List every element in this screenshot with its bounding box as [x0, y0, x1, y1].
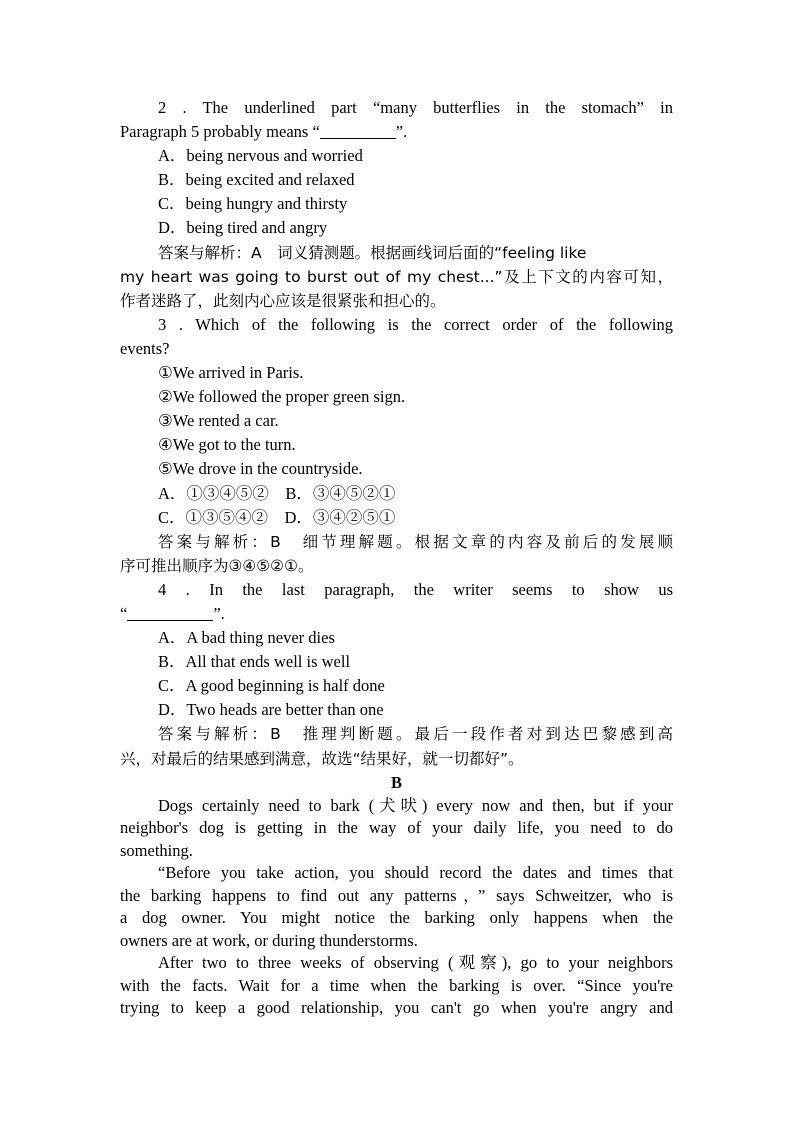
passage-line: After two to three weeks of observing (观察), go to your neighbors — [158, 953, 673, 973]
answer-explanation: 答案与解析：B 推理判断题。最后一段作者对到达巴黎感到高 — [158, 725, 673, 744]
section-b — [120, 771, 673, 1020]
question-3 — [120, 313, 673, 578]
question-4 — [120, 578, 673, 771]
answer-explanation: 答案与解析：B 细节理解题。根据文章的内容及前后的发展顺 — [158, 532, 673, 551]
event-item: ⑤We drove in the countryside. — [158, 459, 363, 479]
passage-line: with the facts. Wait for a time when the barking is over. “Since you're — [120, 975, 673, 995]
passage-line: a dog owner. You might notice the barking only happens when the — [120, 908, 673, 928]
passage-line: the barking happens to find out any patterns，” says Schweitzer, who is — [120, 885, 673, 905]
option-a: A．A bad thing never dies — [158, 628, 335, 648]
passage-line: neighbor's dog is getting in the way of your daily life, you need to do — [120, 818, 673, 838]
passage-line: “Before you take action, you should record the dates and times that — [158, 863, 673, 883]
option-a: A．being nervous and worried — [158, 146, 363, 166]
passage-line: owners are at work, or during thunderstorms. — [120, 930, 418, 950]
section-heading: B — [390, 772, 402, 792]
passage-line: trying to keep a good relationship, you can't go when you're angry and — [120, 998, 673, 1018]
question-stem: 4 . In the last paragraph, the writer seems to show us — [158, 579, 673, 599]
option-c: C．A good beginning is half done — [158, 676, 385, 696]
options-row: C．①③⑤④② D．③④②⑤① — [158, 507, 396, 527]
option-d: D．being tired and angry — [158, 218, 328, 238]
question-stem: 3 . Which of the following is the correct order of the following — [158, 314, 673, 334]
option-d: D．Two heads are better than one — [158, 700, 384, 720]
question-stem: 2 . The underlined part “many butterflies in the stomach” in — [158, 98, 673, 117]
event-item: ②We followed the proper green sign. — [158, 387, 406, 407]
options-row: A．①③④⑤② B．③④⑤②① — [158, 483, 396, 503]
passage-line: Dogs certainly need to bark (犬吠) every now and then, but if your — [158, 795, 673, 815]
answer-explanation: 兴，对最后的结果感到满意，故选“结果好，就一切都好”。 — [120, 749, 524, 768]
question-2 — [120, 96, 673, 313]
question-stem-cont: “ ”. — [120, 603, 225, 623]
answer-explanation: 作者迷路了，此刻内心应该是很紧张和担心的。 — [120, 291, 446, 310]
passage-line: something. — [120, 840, 193, 860]
option-b: B．All that ends well is well — [158, 652, 351, 672]
answer-explanation: 答案与解析：A 词义猜测题。根据画线词后面的“feeling like — [158, 243, 587, 262]
event-item: ④We got to the turn. — [158, 435, 296, 455]
event-item: ③We rented a car. — [158, 411, 279, 431]
answer-blank — [127, 604, 213, 621]
answer-blank — [320, 122, 396, 139]
passage-paragraph-2 — [120, 862, 673, 952]
answer-explanation: 序可推出顺序为③④⑤②①。 — [120, 556, 314, 575]
option-b: B．being excited and relaxed — [158, 170, 355, 190]
passage-paragraph-3 — [120, 952, 673, 1020]
answer-explanation: my heart was going to burst out of my chest...”及上下文的内容可知， — [120, 267, 673, 286]
passage-paragraph-1 — [120, 795, 673, 863]
document-page — [120, 96, 673, 1020]
option-c: C．being hungry and thirsty — [158, 194, 348, 214]
question-stem-cont: Paragraph 5 probably means “ ”. — [120, 122, 408, 142]
event-item: ①We arrived in Paris. — [158, 363, 304, 383]
question-stem-cont: events? — [120, 338, 170, 358]
